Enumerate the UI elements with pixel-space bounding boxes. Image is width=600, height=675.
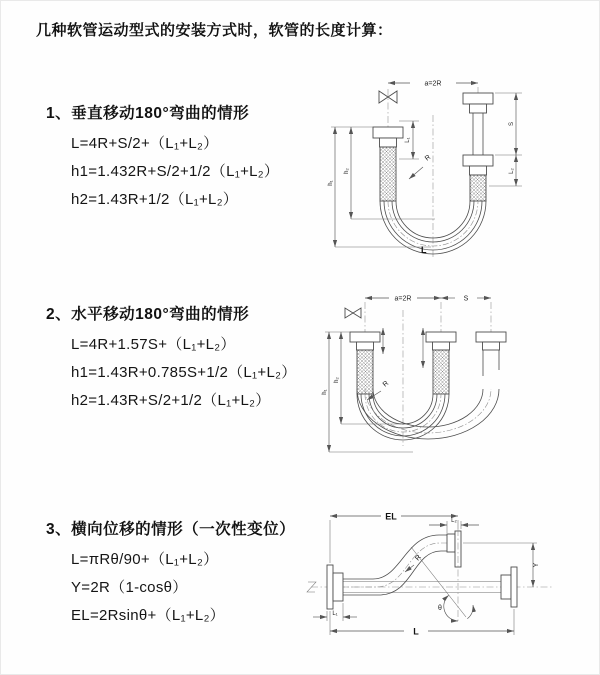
- figure-lateral-displacement: [301, 509, 563, 647]
- section-3-heading: 3、横向位移的情形（一次性变位）: [46, 521, 296, 538]
- left-flange: [327, 565, 343, 609]
- dim-label-h1: h₁: [328, 180, 334, 186]
- section-vertical-movement: [46, 104, 279, 214]
- dimension-l: [330, 609, 514, 637]
- dimension-el: [330, 512, 458, 564]
- horizontal-bend-drawing: [313, 284, 551, 464]
- formula-line: L=4R+S/2+（L₁+L₂）: [71, 135, 219, 152]
- radius-label: R: [381, 379, 391, 389]
- section-2-heading: 2、水平移动180°弯曲的情形: [46, 306, 250, 323]
- formula-line: h2=1.43R+S/2+1/2（L₁+L₂）: [71, 392, 271, 409]
- dimension-l1-left: [313, 603, 357, 621]
- dim-label-l1: L₁: [405, 137, 411, 143]
- formula-line: EL=2Rsinθ+（L₁+L₂）: [71, 607, 225, 624]
- dim-label-a2r: a=2R: [394, 295, 412, 303]
- left-riser: [373, 127, 403, 201]
- dim-label-l2: L₂: [509, 168, 515, 174]
- lateral-displacement-drawing: [301, 509, 563, 647]
- left-riser: [350, 332, 380, 394]
- radius-label: R: [423, 153, 433, 163]
- figure-horizontal-bend: [313, 284, 551, 464]
- dimension-s: [441, 296, 491, 303]
- section-horizontal-movement: [46, 305, 297, 415]
- vertical-bend-drawing: [313, 71, 541, 259]
- dim-label-s: S: [509, 121, 515, 127]
- dim-label-l2: L₂: [451, 518, 457, 524]
- dimension-l2: [509, 155, 516, 186]
- braided-hose-left: [380, 147, 396, 201]
- formula-line: h2=1.43R+1/2（L₁+L₂）: [71, 191, 239, 208]
- dimension-s: [489, 93, 522, 186]
- dim-label-h2: h₂: [344, 168, 350, 174]
- formula-line: h1=1.43R+0.785S+1/2（L₁+L₂）: [71, 364, 297, 381]
- section-1-heading: 1、垂直移动180°弯曲的情形: [46, 105, 250, 122]
- braided-hose-right: [470, 175, 486, 201]
- centerlines: [365, 302, 491, 446]
- centerlines: [388, 87, 478, 257]
- valve-icon: [345, 308, 361, 318]
- u-bend-displaced: [357, 389, 499, 439]
- radius-callout: [409, 154, 432, 179]
- angle-label: θ: [438, 605, 442, 612]
- right-riser: [463, 93, 493, 201]
- dim-label-h1: h₁: [322, 389, 328, 395]
- dimension-a-2r: [388, 81, 478, 88]
- dim-label-el: EL: [385, 511, 397, 522]
- formula-line: h1=1.432R+S/2+1/2（L₁+L₂）: [71, 163, 280, 180]
- dim-label-s: S: [463, 295, 469, 303]
- section-2-formulas: [46, 331, 297, 415]
- page-title: 几种软管运动型式的安装方式时，软管的长度计算：: [36, 22, 393, 39]
- middle-riser: [426, 332, 456, 394]
- dimension-a-2r: [365, 296, 441, 303]
- figure-vertical-bend: [313, 71, 541, 259]
- dim-label-l1: L₁: [332, 611, 338, 617]
- formula-line: L=4R+1.57S+（L₁+L₂）: [71, 336, 236, 353]
- formula-line: Y=2R（1-cosθ）: [71, 579, 188, 596]
- braided-hose-middle: [433, 350, 449, 394]
- formula-line: L=πRθ/90+（L₁+L₂）: [71, 551, 219, 568]
- section-3-formulas: [46, 546, 295, 630]
- dim-label-y: Y: [533, 562, 540, 568]
- dim-label-a2r: a=2R: [424, 80, 442, 88]
- displaced-flange: [447, 531, 461, 567]
- section-lateral-displacement: [46, 520, 295, 630]
- length-label: L: [421, 245, 427, 255]
- dim-label-h2: h₂: [334, 377, 340, 383]
- radius-label: R: [414, 553, 423, 563]
- right-riser-displaced: [476, 332, 506, 376]
- dim-label-l: L: [413, 626, 419, 637]
- dimension-l2-top: [429, 518, 479, 533]
- s-curve-hose: [343, 535, 447, 595]
- section-1-formulas: [46, 130, 279, 214]
- braided-hose-left: [357, 350, 373, 394]
